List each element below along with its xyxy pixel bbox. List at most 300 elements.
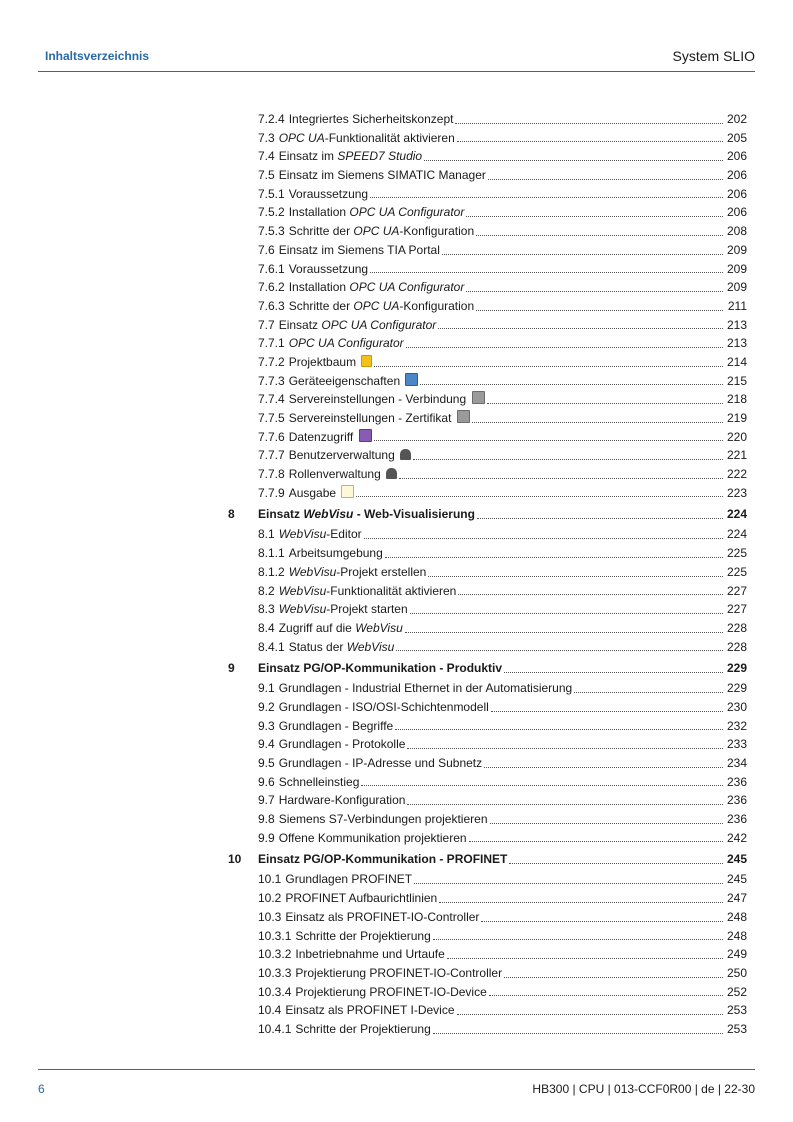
toc-leader-dots xyxy=(428,576,723,577)
toc-page-number: 230 xyxy=(726,699,747,714)
toc-entry[interactable] xyxy=(258,791,755,810)
toc-leader-dots xyxy=(466,291,723,292)
toc-page-number: 213 xyxy=(726,336,747,351)
toc-entry-text: Installation xyxy=(288,205,350,220)
toc-entry-number: 9.8 xyxy=(258,812,275,827)
toc-entry-title xyxy=(258,600,408,619)
toc-entry-number: 7.7.1 xyxy=(258,336,285,351)
toc-entry-title xyxy=(258,465,397,484)
toc-entry-text: Schritte der Projektierung xyxy=(295,1021,431,1036)
toc-entry[interactable] xyxy=(258,679,755,698)
toc-entry-number: 8.2 xyxy=(258,583,275,598)
toc-entry-text: WebVisu xyxy=(278,527,327,542)
toc-entry-title xyxy=(258,409,470,428)
header-divider xyxy=(38,71,755,72)
toc-entry-text: Schritte der Projektierung xyxy=(295,928,431,943)
toc-entry-text: OPC UA Configurator xyxy=(288,336,404,351)
toc-page-number: 229 xyxy=(726,681,747,696)
toc-entry[interactable] xyxy=(258,525,755,544)
toc-entry-title xyxy=(258,241,440,260)
toc-entry-title xyxy=(258,129,455,148)
toc-chapter-entry[interactable] xyxy=(228,849,755,869)
toc-leader-dots xyxy=(396,650,723,651)
toc-entry[interactable] xyxy=(258,484,755,503)
toc-entry-number: 8.4.1 xyxy=(258,639,285,654)
toc-entry[interactable] xyxy=(258,110,755,129)
toc-page-number: 206 xyxy=(726,205,747,220)
toc-leader-dots xyxy=(504,977,723,978)
toc-entry-text: Zugriff auf die xyxy=(278,620,356,635)
toc-entry-title xyxy=(258,679,572,698)
toc-entry-text: SPEED7 Studio xyxy=(337,149,423,164)
toc-page-number: 245 xyxy=(726,872,747,887)
toc-page-number: 249 xyxy=(726,947,747,962)
toc-entry-title xyxy=(258,504,475,524)
toc-entry[interactable] xyxy=(258,735,755,754)
toc-leader-dots xyxy=(490,823,724,824)
toc-entry[interactable] xyxy=(258,129,755,148)
toc-entry-text: WebVisu xyxy=(303,507,354,522)
toc-leader-dots xyxy=(399,478,723,479)
toc-entry-text: Hardware-Konfiguration xyxy=(278,793,406,808)
toc-page-number: 227 xyxy=(726,583,747,598)
toc-entry-text: OPC UA Configurator xyxy=(321,317,437,332)
toc-entry-title xyxy=(258,222,474,241)
toc-entry[interactable] xyxy=(258,754,755,773)
toc-entry[interactable] xyxy=(258,717,755,736)
toc-entry[interactable] xyxy=(258,600,755,619)
toc-entry-number: 9.4 xyxy=(258,737,275,752)
toc-entry-number: 10.4.1 xyxy=(258,1021,292,1036)
toc-entry-text: Einsatz im Siemens SIMATIC Manager xyxy=(278,168,486,183)
folder-icon xyxy=(361,355,372,367)
toc-entry-number: 7.7.9 xyxy=(258,485,285,500)
toc-entry-title xyxy=(258,525,362,544)
toc-entry-title xyxy=(258,927,431,946)
toc-entry[interactable] xyxy=(258,222,755,241)
toc-entry-number: 7.7.7 xyxy=(258,448,285,463)
toc-entry[interactable] xyxy=(258,927,755,946)
toc-leader-dots xyxy=(407,804,723,805)
server-icon xyxy=(472,391,485,404)
toc-entry-number: 10.3.2 xyxy=(258,947,292,962)
toc-entry-text: Einsatz PG/OP-Kommunikation - PROFINET xyxy=(258,852,508,867)
toc-entry-number: 7.6.2 xyxy=(258,280,285,295)
toc-entry-title xyxy=(258,484,354,503)
toc-leader-dots xyxy=(370,272,723,273)
toc-entry-text: OPC UA xyxy=(353,224,400,239)
toc-page-number: 248 xyxy=(726,909,747,924)
user-icon xyxy=(386,468,397,479)
toc-entry-text: Projektierung PROFINET-IO-Controller xyxy=(295,965,503,980)
toc-entry[interactable] xyxy=(258,563,755,582)
toc-entry-number: 10.3.3 xyxy=(258,965,292,980)
toc-entry-text: Installation xyxy=(288,280,350,295)
toc-leader-dots xyxy=(447,958,723,959)
toc-leader-dots xyxy=(488,179,723,180)
toc-entry[interactable] xyxy=(258,297,755,316)
toc-entry-text: WebVisu xyxy=(288,564,337,579)
toc-entry-number: 10.2 xyxy=(258,891,282,906)
toc-entry-title xyxy=(258,638,394,657)
toc-entry-text: OPC UA Configurator xyxy=(349,280,465,295)
toc-entry-number: 10.1 xyxy=(258,872,282,887)
toc-page-number: 252 xyxy=(726,984,747,999)
toc-leader-dots xyxy=(466,216,723,217)
toc-entry-number: 8.1.1 xyxy=(258,546,285,561)
toc-entry-number: 7.5.2 xyxy=(258,205,285,220)
toc-entry[interactable] xyxy=(258,544,755,563)
toc-entry-number: 10.3.1 xyxy=(258,928,292,943)
toc-entry-text: -Funktionalität aktivieren xyxy=(326,583,457,598)
toc-entry[interactable] xyxy=(258,465,755,484)
toc-leader-dots xyxy=(361,785,723,786)
toc-entry-number: 9.7 xyxy=(258,793,275,808)
toc-entry-title xyxy=(258,945,445,964)
toc-leader-dots xyxy=(407,748,723,749)
toc-leader-dots xyxy=(491,711,723,712)
toc-entry-text: -Funktionalität aktivieren xyxy=(324,130,455,145)
toc-entry[interactable] xyxy=(258,316,755,335)
toc-entry[interactable] xyxy=(258,353,755,372)
toc-page-number: 219 xyxy=(726,411,747,425)
toc-page-number: 229 xyxy=(726,661,747,676)
toc-page-number: 206 xyxy=(726,186,747,201)
toc-page-number: 205 xyxy=(726,130,747,145)
toc-leader-dots xyxy=(457,1014,723,1015)
toc-leader-dots xyxy=(487,403,724,404)
toc-entry-title xyxy=(258,147,422,166)
toc-entry-text: Inbetriebnahme und Urtaufe xyxy=(295,947,445,962)
toc-entry[interactable] xyxy=(258,1001,755,1020)
toc-entry-title xyxy=(258,964,502,983)
toc-entry-title xyxy=(258,166,486,185)
toc-page-number: 245 xyxy=(726,852,747,867)
toc-entry-number: 7.7.5 xyxy=(258,411,285,425)
toc-entry-title xyxy=(258,735,405,754)
toc-entry-number: 10.4 xyxy=(258,1003,282,1018)
toc-entry[interactable] xyxy=(258,945,755,964)
toc-leader-dots xyxy=(484,767,723,768)
toc-entry-text: -Projekt erstellen xyxy=(336,564,427,579)
toc-entry-title xyxy=(258,754,482,773)
toc-chapter-entry[interactable] xyxy=(228,504,755,524)
toc-page-number: 215 xyxy=(726,373,747,388)
toc-entry-text: Einsatz als PROFINET-IO-Controller xyxy=(285,909,480,924)
toc-leader-dots xyxy=(364,538,723,539)
toc-page-number: 224 xyxy=(726,507,747,522)
toc-entry[interactable] xyxy=(258,241,755,260)
toc-leader-dots xyxy=(374,366,723,367)
toc-entry[interactable] xyxy=(258,278,755,297)
toc-leader-dots xyxy=(370,197,723,198)
toc-entry[interactable] xyxy=(258,428,755,447)
toc-entry-number: 7.7 xyxy=(258,317,275,332)
toc-entry-number: 8.3 xyxy=(258,602,275,617)
toc-entry-number: 7.7.4 xyxy=(258,392,285,407)
toc-leader-dots xyxy=(410,613,723,614)
toc-entry-title xyxy=(258,260,368,279)
toc-page-number: 209 xyxy=(726,242,747,257)
toc-entry-text: Voraussetzung xyxy=(288,186,369,201)
toc-page-number: 234 xyxy=(726,756,747,770)
header-product-name: System SLIO xyxy=(672,48,755,64)
footer-document-id: HB300 | CPU | 013-CCF0R00 | de | 22-30 xyxy=(532,1082,755,1096)
toc-entry-title xyxy=(258,658,502,678)
toc-entry[interactable] xyxy=(258,147,755,166)
toc-entry-number: 7.5 xyxy=(258,168,275,183)
toc-entry-title xyxy=(258,908,479,927)
toc-entry[interactable] xyxy=(258,829,755,848)
toc-page-number: 248 xyxy=(726,928,747,943)
toc-entry-text: Projektbaum xyxy=(288,354,360,369)
toc-entry-text: OPC UA Configurator xyxy=(349,205,465,220)
toc-entry-number: 9.5 xyxy=(258,756,275,770)
toc-leader-dots xyxy=(438,328,723,329)
toc-page-number: 220 xyxy=(726,429,747,444)
toc-entry-title xyxy=(258,889,437,908)
toc-leader-dots xyxy=(574,692,723,693)
toc-entry-number: 7.7.8 xyxy=(258,467,285,482)
toc-page-number: 202 xyxy=(726,112,747,126)
toc-entry[interactable] xyxy=(258,638,755,657)
toc-leader-dots xyxy=(442,254,723,255)
toc-entry-number: 7.5.1 xyxy=(258,186,285,201)
table-of-contents xyxy=(0,110,793,1039)
toc-entry-title xyxy=(258,185,368,204)
toc-entry-text: Voraussetzung xyxy=(288,261,369,276)
toc-entry-number: 8.1 xyxy=(258,527,275,542)
toc-leader-dots xyxy=(489,995,723,996)
toc-entry-text: Benutzerverwaltung xyxy=(288,448,399,463)
footer-divider xyxy=(38,1069,755,1070)
toc-entry-number: 7.5.3 xyxy=(258,224,285,239)
toc-entry-number: 7.7.6 xyxy=(258,429,285,444)
toc-leader-dots xyxy=(374,440,723,441)
toc-entry[interactable] xyxy=(258,698,755,717)
toc-entry-text: Schritte der xyxy=(288,224,354,239)
toc-entry-text: WebVisu xyxy=(278,602,327,617)
toc-leader-dots xyxy=(476,310,723,311)
toc-entry-title xyxy=(258,870,412,889)
toc-leader-dots xyxy=(472,422,723,423)
toc-page-number: 209 xyxy=(726,280,747,295)
toc-entry-text: - Web-Visualisierung xyxy=(353,507,475,522)
toc-page-number: 253 xyxy=(726,1003,747,1018)
toc-entry-text: Rollenverwaltung xyxy=(288,467,385,482)
toc-entry-number: 7.4 xyxy=(258,149,275,164)
toc-page-number: 250 xyxy=(726,965,747,980)
toc-page-number: 223 xyxy=(726,485,747,500)
toc-entry[interactable] xyxy=(258,260,755,279)
toc-entry-text: WebVisu xyxy=(278,583,327,598)
toc-entry-text: OPC UA xyxy=(353,298,400,313)
header-section-title: Inhaltsverzeichnis xyxy=(45,49,150,63)
toc-entry-title xyxy=(258,203,464,222)
toc-entry-text: Einsatz als PROFINET I-Device xyxy=(285,1003,455,1018)
toc-entry-title xyxy=(258,428,372,447)
toc-leader-dots xyxy=(481,921,723,922)
toc-entry-number: 9.2 xyxy=(258,699,275,714)
toc-entry[interactable] xyxy=(258,166,755,185)
toc-leader-dots xyxy=(457,141,723,142)
toc-leader-dots xyxy=(477,518,723,519)
toc-page-number: 232 xyxy=(726,718,747,733)
toc-page-number: 211 xyxy=(727,298,747,313)
toc-entry-text: Grundlagen - Protokolle xyxy=(278,737,406,752)
toc-page-number: 222 xyxy=(726,467,747,482)
toc-entry-text: Status der xyxy=(288,639,347,654)
toc-leader-dots xyxy=(405,632,723,633)
toc-entry[interactable] xyxy=(258,390,755,409)
toc-chapter-number: 10 xyxy=(228,852,242,867)
toc-entry-title xyxy=(258,446,411,465)
toc-entry-text: WebVisu xyxy=(355,620,403,635)
toc-entry-number: 9.9 xyxy=(258,830,275,845)
toc-entry[interactable] xyxy=(258,889,755,908)
toc-page-number: 227 xyxy=(726,602,747,617)
toc-entry[interactable] xyxy=(258,409,755,428)
toc-entry-text: Grundlagen - Begriffe xyxy=(278,718,394,733)
toc-entry[interactable] xyxy=(258,203,755,222)
toc-leader-dots xyxy=(433,1033,723,1034)
toc-page-number: 247 xyxy=(726,891,747,906)
toc-page-number: 224 xyxy=(726,527,747,542)
toc-chapter-entry[interactable] xyxy=(228,658,755,678)
toc-entry-text: Siemens S7-Verbindungen projektieren xyxy=(278,812,488,827)
toc-page-number: 214 xyxy=(726,354,747,369)
toc-entry[interactable] xyxy=(258,983,755,1002)
toc-entry-text: -Editor xyxy=(326,527,362,542)
toc-entry-text: Grundlagen - ISO/OSI-Schichtenmodell xyxy=(278,699,489,714)
toc-entry[interactable] xyxy=(258,773,755,792)
toc-entry-text: Grundlagen - Industrial Ethernet in der Automatisierung xyxy=(278,681,573,696)
toc-entry-number: 9.1 xyxy=(258,681,275,696)
toc-entry-number: 8.1.2 xyxy=(258,564,285,579)
toc-entry-text: Einsatz xyxy=(258,507,304,522)
toc-entry-text: Einsatz PG/OP-Kommunikation - Produktiv xyxy=(258,661,503,676)
toc-entry-title xyxy=(258,110,453,129)
toc-entry-text: -Konfiguration xyxy=(399,298,475,313)
toc-page-number: 225 xyxy=(726,546,747,561)
toc-entry-number: 7.6.1 xyxy=(258,261,285,276)
toc-chapter-number: 9 xyxy=(228,661,235,676)
toc-entry-text: OPC UA xyxy=(278,130,325,145)
toc-entry-text: Einsatz xyxy=(278,317,322,332)
toc-entry-title xyxy=(258,698,489,717)
toc-entry[interactable] xyxy=(258,372,755,391)
toc-page-number: 228 xyxy=(726,620,747,635)
toc-leader-dots xyxy=(406,347,723,348)
toc-entry-number: 9.6 xyxy=(258,774,275,789)
toc-entry-title xyxy=(258,582,456,601)
toc-entry-text: -Konfiguration xyxy=(399,224,475,239)
toc-entry-text: Einsatz im Siemens TIA Portal xyxy=(278,242,440,257)
toc-leader-dots xyxy=(439,902,723,903)
toc-entry-title xyxy=(258,563,426,582)
toc-page-number: 253 xyxy=(726,1021,747,1036)
toc-entry-text: Schnelleinstieg xyxy=(278,774,360,789)
toc-leader-dots xyxy=(356,496,723,497)
toc-entry[interactable] xyxy=(258,185,755,204)
toc-entry-title xyxy=(258,278,464,297)
toc-entry-number: 7.7.2 xyxy=(258,354,285,369)
toc-leader-dots xyxy=(385,557,723,558)
toc-entry-text: Grundlagen PROFINET xyxy=(285,872,413,887)
toc-leader-dots xyxy=(414,883,723,884)
toc-entry-text: Projektierung PROFINET-IO-Device xyxy=(295,984,487,999)
toc-entry-number: 7.6 xyxy=(258,242,275,257)
toc-page-number: 242 xyxy=(726,830,747,845)
toc-page-number: 209 xyxy=(726,261,747,276)
toc-chapter-number: 8 xyxy=(228,507,235,522)
user-icon xyxy=(400,449,411,460)
toc-entry-number: 7.6.3 xyxy=(258,298,285,313)
toc-page-number: 236 xyxy=(726,793,747,808)
toc-page-number: 225 xyxy=(726,564,747,579)
toc-entry-title xyxy=(258,1001,455,1020)
toc-entry-number: 8.4 xyxy=(258,620,275,635)
toc-leader-dots xyxy=(433,939,723,940)
toc-entry-text: Geräteeigenschaften xyxy=(288,373,404,388)
toc-page-number: 233 xyxy=(726,737,747,752)
toc-entry-number: 7.3 xyxy=(258,130,275,145)
toc-entry-text: Offene Kommunikation projektieren xyxy=(278,830,467,845)
toc-leader-dots xyxy=(420,384,723,385)
toc-entry[interactable] xyxy=(258,810,755,829)
toc-entry-title xyxy=(258,619,403,638)
output-icon xyxy=(341,485,354,498)
toc-entry[interactable] xyxy=(258,619,755,638)
toc-entry-text: WebVisu xyxy=(346,639,395,654)
toc-entry[interactable] xyxy=(258,446,755,465)
toc-leader-dots xyxy=(504,672,723,673)
toc-entry-number: 10.3 xyxy=(258,909,282,924)
device-icon xyxy=(405,373,418,386)
toc-entry-number: 10.3.4 xyxy=(258,984,292,999)
toc-entry-number: 9.3 xyxy=(258,718,275,733)
data-icon xyxy=(359,429,372,442)
toc-leader-dots xyxy=(395,729,723,730)
toc-entry-title xyxy=(258,297,474,316)
toc-entry-text: Grundlagen - IP-Adresse und Subnetz xyxy=(278,756,483,770)
toc-leader-dots xyxy=(509,863,723,864)
toc-entry-text: Datenzugriff xyxy=(288,429,357,444)
toc-entry-title xyxy=(258,353,372,372)
toc-leader-dots xyxy=(458,594,723,595)
toc-entry-title xyxy=(258,810,488,829)
toc-entry-title xyxy=(258,829,467,848)
toc-page-number: 221 xyxy=(726,448,747,463)
toc-entry[interactable] xyxy=(258,964,755,983)
toc-entry-title xyxy=(258,544,383,563)
toc-entry[interactable] xyxy=(258,870,755,889)
toc-entry[interactable] xyxy=(258,582,755,601)
toc-entry-text: Schritte der xyxy=(288,298,354,313)
toc-entry[interactable] xyxy=(258,1020,755,1039)
toc-page-number: 236 xyxy=(726,774,747,789)
toc-entry-title xyxy=(258,316,436,335)
toc-page-number: 218 xyxy=(726,392,747,407)
toc-entry[interactable] xyxy=(258,908,755,927)
toc-entry-text: Servereinstellungen - Zertifikat xyxy=(288,411,455,425)
toc-entry-title xyxy=(258,773,359,792)
toc-entry-title xyxy=(258,372,418,391)
toc-entry-title xyxy=(258,849,507,869)
toc-entry[interactable] xyxy=(258,334,755,353)
toc-entry-title xyxy=(258,983,487,1002)
toc-entry-title xyxy=(258,390,485,409)
